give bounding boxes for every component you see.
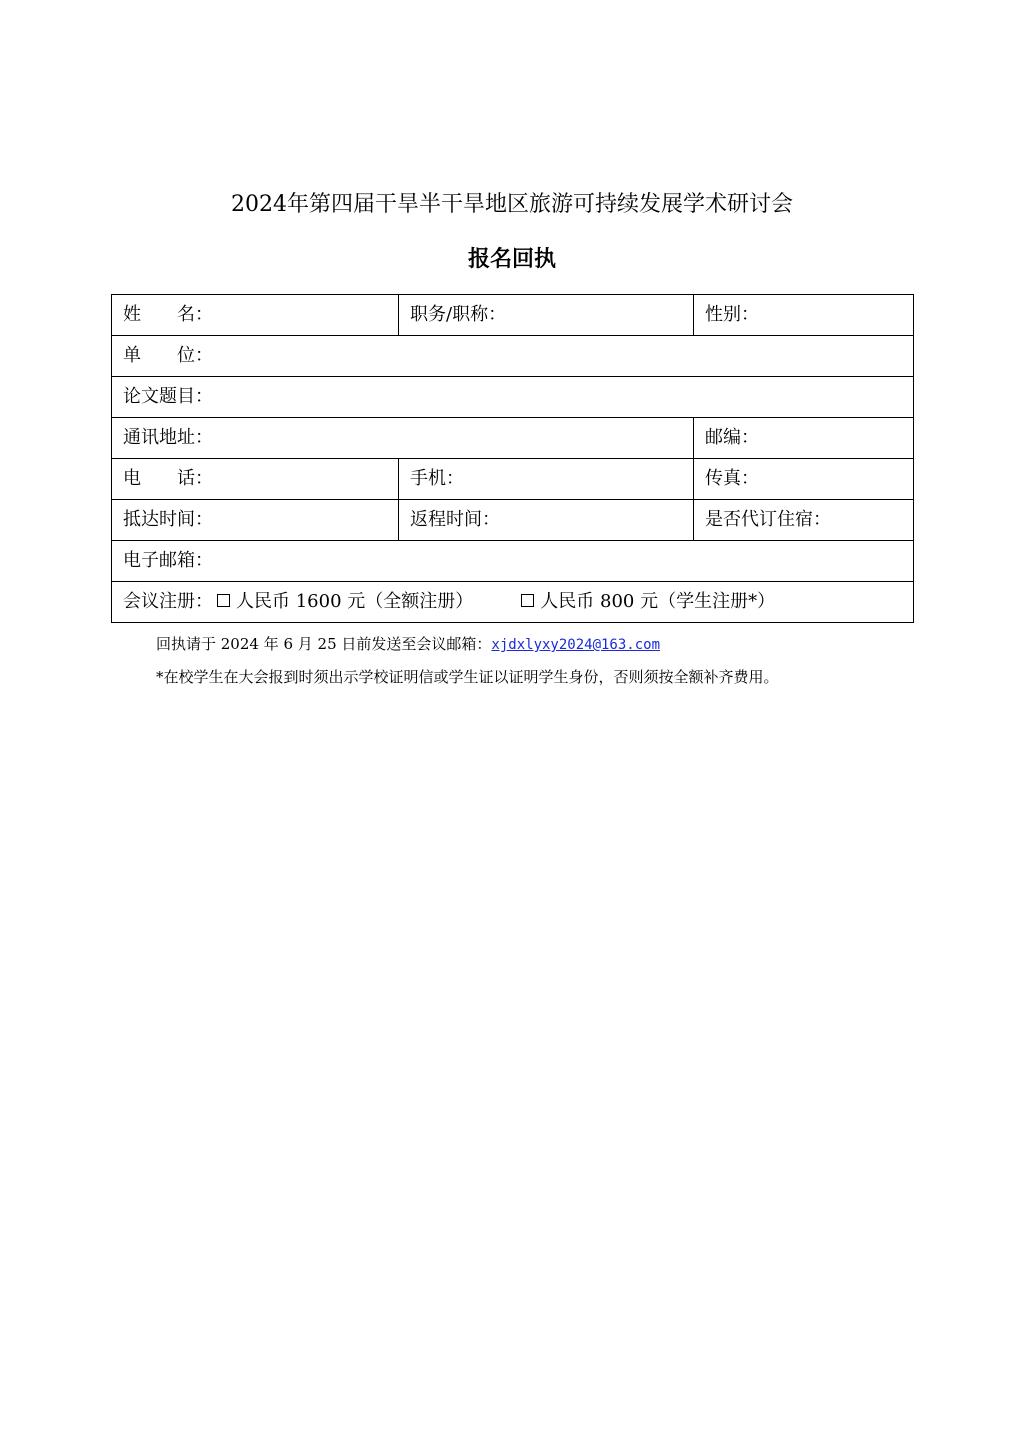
mobile-field[interactable] <box>399 459 694 500</box>
conference-email-link[interactable]: xjdxlyxy2024@163.com <box>491 637 660 653</box>
full-registration-option: 人民币 1600 元（全额注册） <box>236 591 474 612</box>
paper-title-field[interactable] <box>112 377 914 418</box>
phone-label: 电 话： <box>123 468 213 489</box>
student-note: *在校学生在大会报到时须出示学校证明信或学生证以证明学生身份，否则须按全额补齐费用。 <box>156 668 779 686</box>
postcode-label: 邮编： <box>705 427 759 448</box>
document-title: 2024年第四届干旱半干旱地区旅游可持续发展学术研讨会 <box>231 192 793 217</box>
position-field[interactable] <box>399 295 694 336</box>
form-row-unit <box>112 336 914 377</box>
student-registration-checkbox[interactable] <box>521 594 534 607</box>
registration-field <box>112 582 914 623</box>
accommodation-field[interactable] <box>694 500 914 541</box>
return-label: 返程时间： <box>410 509 500 530</box>
email-field[interactable] <box>112 541 914 582</box>
full-registration-checkbox[interactable] <box>217 594 230 607</box>
submission-note-text: 回执请于 2024 年 6 月 25 日前发送至会议邮箱： <box>156 635 492 653</box>
fax-label: 传真： <box>705 468 759 489</box>
registration-label: 会议注册： <box>123 591 213 612</box>
document-subtitle: 报名回执 <box>467 246 556 272</box>
student-registration-option: 人民币 800 元（学生注册*） <box>540 591 776 612</box>
email-label: 电子邮箱： <box>123 550 213 571</box>
form-row-paper <box>112 377 914 418</box>
form-row-registration <box>112 582 914 623</box>
mobile-label: 手机： <box>410 468 464 489</box>
submission-note <box>156 632 660 657</box>
paper-title-label: 论文题目： <box>123 386 213 407</box>
form-row-travel <box>112 500 914 541</box>
position-label: 职务/职称： <box>410 304 507 325</box>
arrival-field[interactable] <box>112 500 399 541</box>
registration-form <box>111 294 914 623</box>
form-row-email <box>112 541 914 582</box>
gender-label: 性别： <box>705 304 759 325</box>
unit-label: 单 位： <box>123 345 213 366</box>
address-field[interactable] <box>112 418 694 459</box>
form-row-address <box>112 418 914 459</box>
form-row-name <box>112 295 914 336</box>
postcode-field[interactable] <box>694 418 914 459</box>
fax-field[interactable] <box>694 459 914 500</box>
arrival-label: 抵达时间： <box>123 509 213 530</box>
unit-field[interactable] <box>112 336 914 377</box>
name-label: 姓 名： <box>123 304 213 325</box>
name-field[interactable] <box>112 295 399 336</box>
accommodation-label: 是否代订住宿： <box>705 509 831 530</box>
phone-field[interactable] <box>112 459 399 500</box>
form-row-phone <box>112 459 914 500</box>
address-label: 通讯地址： <box>123 427 213 448</box>
return-field[interactable] <box>399 500 694 541</box>
gender-field[interactable] <box>694 295 914 336</box>
